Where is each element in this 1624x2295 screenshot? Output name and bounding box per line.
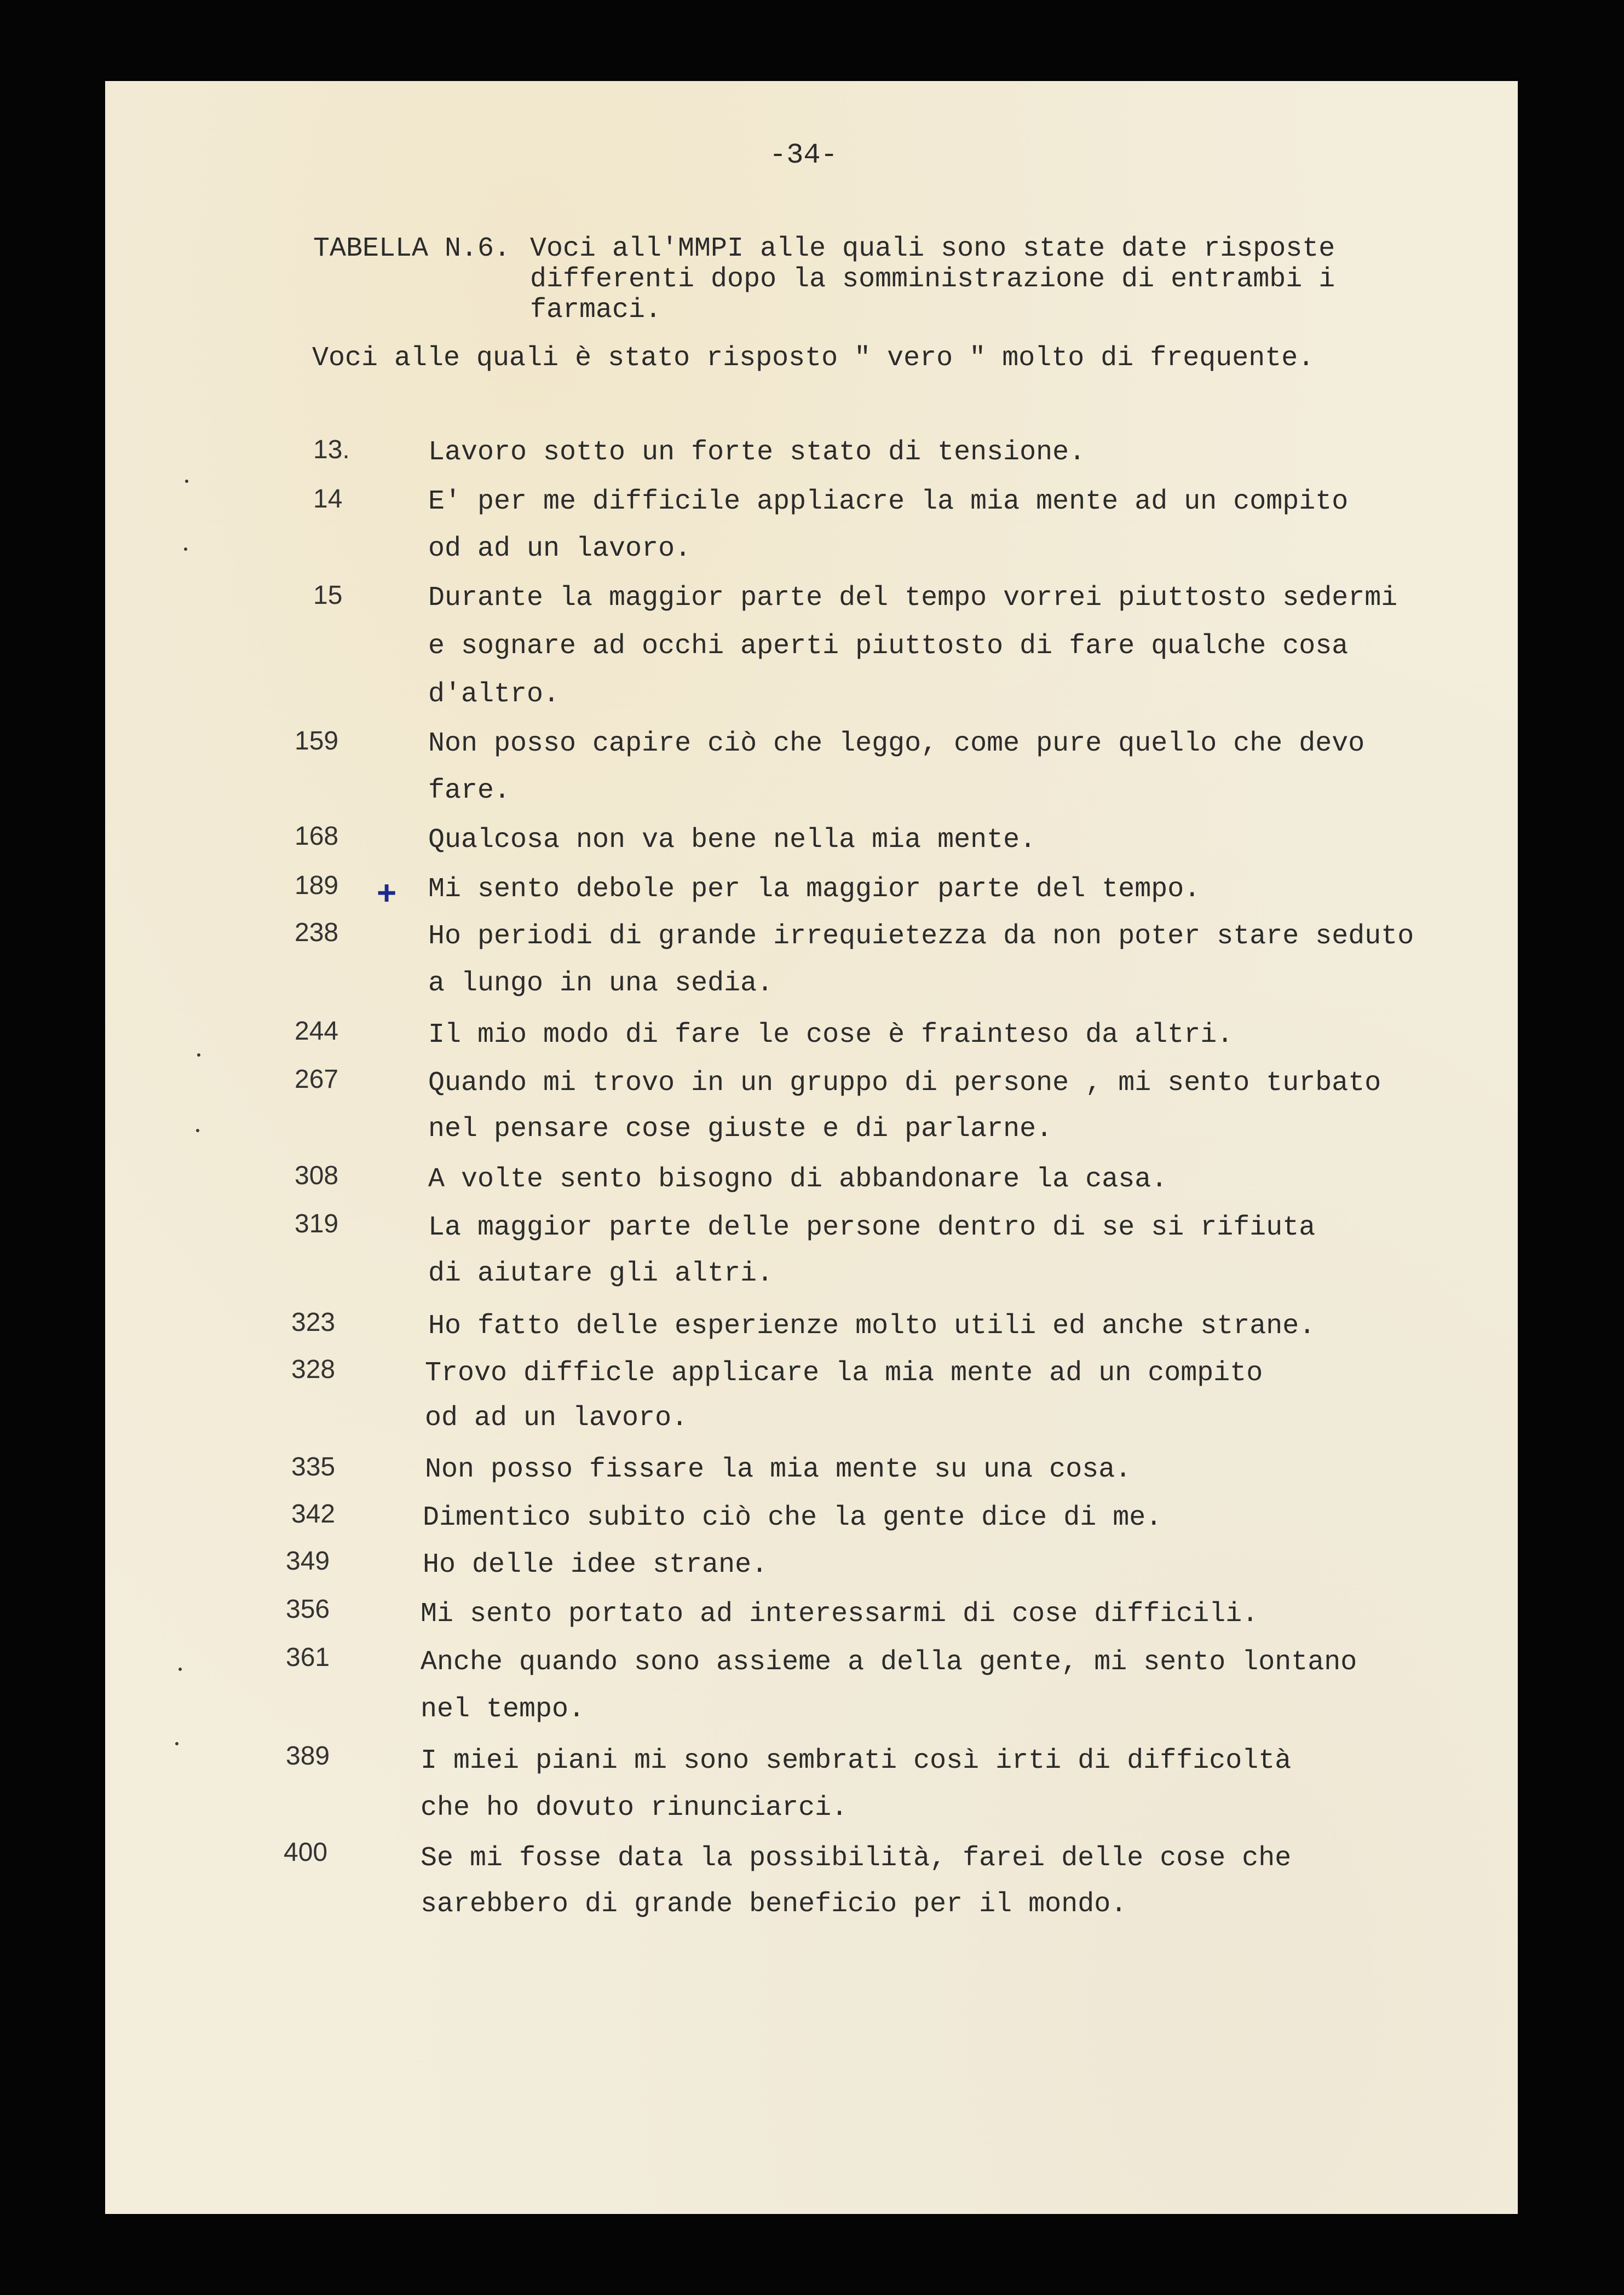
- table-caption-line-3: farmaci.: [530, 295, 662, 326]
- item-text: di aiutare gli altri.: [428, 1258, 774, 1289]
- item-number: 400: [284, 1838, 328, 1867]
- item-number: 342: [291, 1500, 336, 1529]
- item-text: Lavoro sotto un forte stato di tensione.: [428, 437, 1086, 468]
- item-text: Anche quando sono assieme a della gente, mi sento lontano: [421, 1647, 1357, 1678]
- item-text: E' per me difficile appliacre la mia mente ad un compito: [428, 486, 1349, 517]
- item-text: A volte sento bisogno di abbandonare la casa.: [428, 1164, 1168, 1195]
- item-text: Durante la maggior parte del tempo vorrei piuttosto sedermi: [428, 583, 1398, 614]
- item-number: 361: [286, 1643, 330, 1672]
- paper-speck: [184, 547, 187, 551]
- paper-speck: [185, 480, 188, 483]
- item-text: Il mio modo di fare le cose è frainteso da altri.: [428, 1019, 1234, 1051]
- item-number: 189: [295, 871, 339, 900]
- page-number: -34-: [769, 139, 838, 171]
- item-number: 308: [295, 1161, 339, 1190]
- item-text: Qualcosa non va bene nella mia mente.: [428, 824, 1036, 856]
- item-text: Non posso fissare la mia mente su una cosa.: [425, 1454, 1132, 1485]
- item-number: 323: [291, 1308, 336, 1337]
- item-number: 168: [295, 822, 339, 851]
- item-number: 238: [295, 918, 339, 947]
- item-number: 15: [313, 581, 343, 610]
- item-text: a lungo in una sedia.: [428, 968, 774, 999]
- item-number: 328: [291, 1355, 336, 1384]
- item-text: Ho delle idee strane.: [423, 1549, 768, 1581]
- paper-speck: [178, 1668, 182, 1671]
- item-text: Trovo difficle applicare la mia mente ad un compito: [425, 1358, 1263, 1389]
- item-number: 13.: [313, 435, 350, 464]
- subheading: Voci alle quali è stato risposto " vero " molto di frequente.: [312, 343, 1315, 374]
- item-text: e sognare ad occhi aperti piuttosto di fare qualche cosa: [428, 631, 1349, 662]
- pen-mark-plus: +: [377, 874, 397, 912]
- item-number: 356: [286, 1595, 330, 1624]
- item-text: che ho dovuto rinunciarci.: [421, 1792, 848, 1824]
- item-number: 244: [295, 1017, 339, 1046]
- paper-speck: [196, 1129, 199, 1132]
- item-number: 389: [286, 1742, 330, 1771]
- item-text: nel pensare cose giuste e di parlarne.: [428, 1114, 1053, 1145]
- item-text: Dimentico subito ciò che la gente dice di me.: [423, 1502, 1162, 1533]
- item-text: Se mi fosse data la possibilità, farei delle cose che: [421, 1843, 1292, 1874]
- table-caption-line-2: differenti dopo la somministrazione di entrambi i: [530, 264, 1335, 295]
- table-caption-label: TABELLA N.6.: [313, 233, 511, 264]
- item-text: Mi sento debole per la maggior parte del tempo.: [428, 874, 1201, 905]
- item-text: fare.: [428, 775, 511, 806]
- paper-speck: [175, 1742, 178, 1745]
- item-text: La maggior parte delle persone dentro di se si rifiuta: [428, 1212, 1316, 1243]
- item-text: Ho fatto delle esperienze molto utili ed anche strane.: [428, 1311, 1316, 1342]
- item-text: od ad un lavoro.: [425, 1403, 688, 1434]
- item-number: 335: [291, 1452, 336, 1481]
- item-number: 349: [286, 1547, 330, 1576]
- item-number: 159: [295, 726, 339, 756]
- item-number: 14: [313, 485, 343, 514]
- item-text: d'altro.: [428, 679, 560, 710]
- item-number: 267: [295, 1065, 339, 1094]
- item-text: Ho periodi di grande irrequietezza da non poter stare seduto: [428, 921, 1414, 952]
- item-text: Mi sento portato ad interessarmi di cose difficili.: [421, 1599, 1259, 1630]
- item-text: I miei piani mi sono sembrati così irti di difficoltà: [421, 1745, 1292, 1777]
- typewritten-page: [105, 81, 1518, 2214]
- table-caption-line-1: Voci all'MMPI alle quali sono state date risposte: [530, 233, 1335, 264]
- item-text: Quando mi trovo in un gruppo di persone , mi sento turbato: [428, 1068, 1381, 1099]
- paper-speck: [197, 1053, 200, 1057]
- item-number: 319: [295, 1209, 339, 1238]
- item-text: Non posso capire ciò che leggo, come pure quello che devo: [428, 728, 1365, 759]
- item-text: od ad un lavoro.: [428, 533, 692, 564]
- item-text: nel tempo.: [421, 1694, 585, 1725]
- item-text: sarebbero di grande beneficio per il mondo.: [421, 1889, 1127, 1920]
